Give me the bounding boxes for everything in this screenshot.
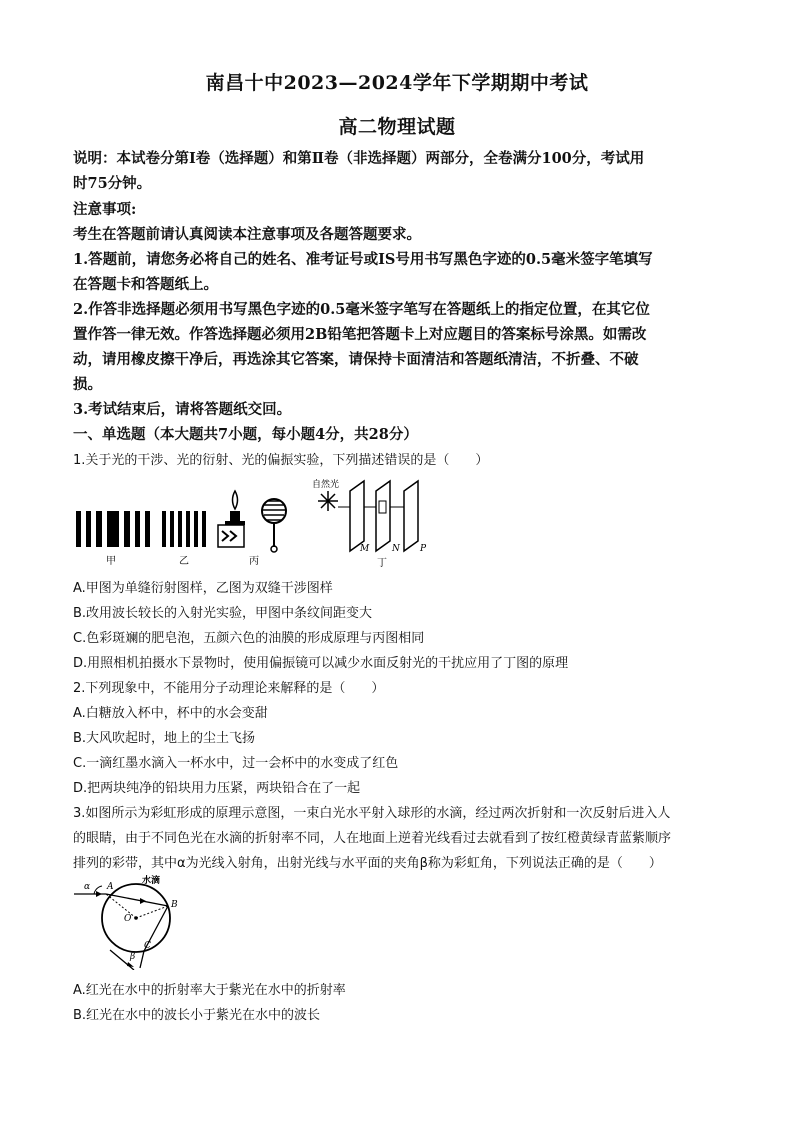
note-1-line-2: 在答题卡和答题纸上。 (73, 276, 218, 293)
q3-label-a: A (107, 882, 114, 892)
q1-option-d: D.用照相机拍摄水下景物时，使用偏振镜可以减少水面反射光的干扰应用了丁图的原理 (73, 656, 569, 671)
fig-label-jia: 甲 (106, 556, 116, 567)
question-2-stem: 2.下列现象中，不能用分子动理论来解释的是（ ） (73, 681, 385, 696)
q3-option-a: A.红光在水中的折射率大于紫光在水中的折射率 (73, 983, 346, 998)
question-3-stem-line-1: 3.如图所示为彩虹形成的原理示意图，一束白光水平射入球形的水滴，经过两次折射和一次反射后进入人 (73, 806, 671, 821)
fig-label-m: M (360, 544, 370, 554)
question-3-stem-line-3: 排列的彩带，其中α为光线入射角，出射光线与水平面的夹角β称为彩虹角，下列说法正确的是（ ） (73, 856, 662, 871)
q3-label-alpha: α (84, 882, 91, 892)
notes-title: 注意事项: (73, 201, 137, 218)
note-2-line-1: 2.作答非选择题必须用书写黑色字迹的0.5毫米签字笔写在答题纸上的指定位置，在其它位 (73, 301, 650, 318)
q2-option-b: B.大风吹起时，地上的尘土飞扬 (73, 731, 256, 746)
q2-option-c: C.一滴红墨水滴入一杯水中，过一会杯中的水变成了红色 (73, 756, 399, 771)
diffraction-pattern-jia (76, 511, 150, 547)
soap-film-experiment-bing (218, 491, 286, 552)
exam-title: 南昌十中2023—2024学年下学期期中考试 (205, 72, 589, 94)
interference-pattern-yi (162, 511, 206, 547)
fig-label-p: P (420, 544, 427, 554)
fig-label-ding: 丁 (377, 558, 387, 567)
fig-label-bing: 丙 (249, 556, 259, 567)
polarization-experiment-ding (318, 481, 418, 551)
q1-figure (74, 475, 444, 567)
exam-subtitle: 高二物理试题 (338, 116, 456, 138)
q1-option-a: A.甲图为单缝衍射图样，乙图为双缝干涉图样 (73, 581, 333, 596)
q3-label-o: O (124, 914, 132, 924)
q1-option-b: B.改用波长较长的入射光实验，甲图中条纹间距变大 (73, 606, 373, 621)
q3-label-b: B (171, 900, 178, 910)
q3-label-c: C (144, 941, 151, 951)
note-3: 3.考试结束后，请将答题纸交回。 (73, 401, 292, 418)
q3-label-drop: 水滴 (142, 876, 161, 886)
note-2-line-2: 置作答一律无效。作答选择题必须用2B铅笔把答题卡上对应题目的答案标号涂黑。如需改 (73, 326, 647, 343)
q1-option-c: C.色彩斑斓的肥皂泡，五颜六色的油膜的形成原理与丙图相同 (73, 631, 425, 646)
note-1-line-1: 1.答题前，请您务必将自己的姓名、准考证号或IS号用书写黑色字迹的0.5毫米签字笔填写 (73, 251, 653, 268)
question-3-stem-line-2: 的眼睛，由于不同色光在水滴的折射率不同，人在地面上逆着光线看过去就看到了按红橙黄绿青蓝紫顺序 (73, 831, 672, 846)
q3-label-beta: β (130, 952, 136, 962)
question-1-stem: 1.关于光的干涉、光的衍射、光的偏振实验，下列描述错误的是（ ） (73, 453, 489, 468)
notes-intro: 考生在答题前请认真阅读本注意事项及各题答题要求。 (73, 226, 421, 243)
section-1-title: 一、单选题（本大题共7小题，每小题4分，共28分） (73, 426, 418, 443)
fig-label-natural-light: 自然光 (312, 480, 340, 490)
q3-rainbow-figure (74, 874, 204, 970)
q3-option-b: B.红光在水中的波长小于紫光在水中的波长 (73, 1008, 321, 1023)
fig-label-yi: 乙 (179, 556, 189, 567)
instructions-line-2: 时75分钟。 (73, 175, 152, 192)
q2-option-d: D.把两块纯净的铅块用力压紧，两块铅合在了一起 (73, 781, 361, 796)
q2-option-a: A.白糖放入杯中，杯中的水会变甜 (73, 706, 268, 721)
fig-label-n: N (392, 544, 400, 554)
note-2-line-3: 动，请用橡皮擦干净后，再选涂其它答案，请保持卡面清洁和答题纸清洁，不折叠、不破 (73, 351, 639, 368)
note-2-line-4: 损。 (73, 376, 102, 393)
instructions-line-1: 说明：本试卷分第Ⅰ卷（选择题）和第Ⅱ卷（非选择题）两部分，全卷满分100分，考试用 (73, 150, 645, 167)
